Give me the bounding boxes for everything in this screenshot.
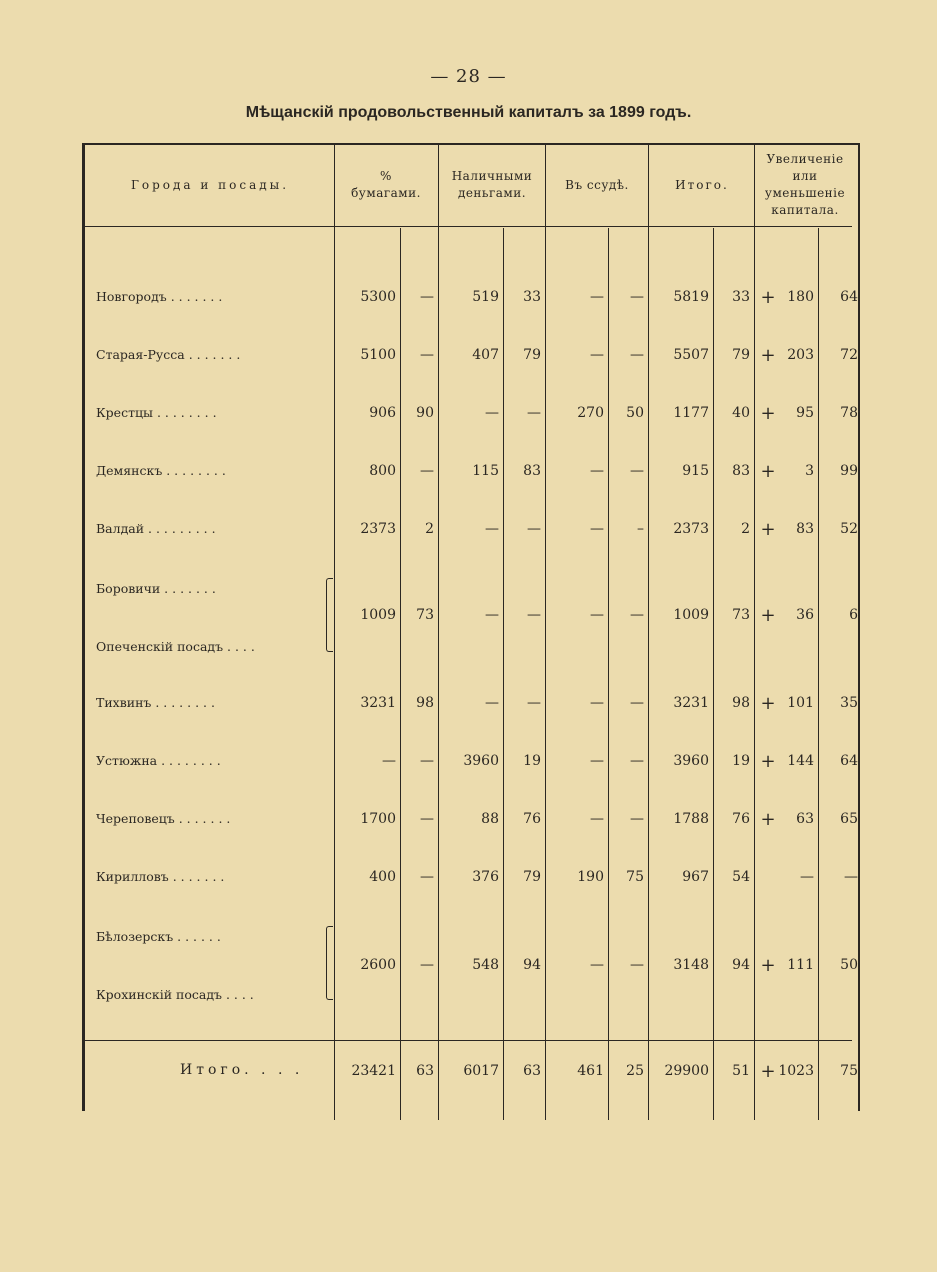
row-7-col-2: 3960 xyxy=(463,753,499,769)
row-name-ustyuzhna: Устюжна . . . . . . . . xyxy=(96,752,221,768)
row-6-col-2: — xyxy=(485,695,499,711)
row-name-borovichi: Боровичи . . . . . . . xyxy=(96,580,216,596)
row-10-col-0: 2600 xyxy=(360,957,396,973)
row-9-col-7: 54 xyxy=(732,869,750,885)
row-5-col-0: 1009 xyxy=(360,607,396,623)
header-total: Итого. xyxy=(675,177,729,192)
totals-row-col-5: 25 xyxy=(626,1063,644,1079)
row-name-belozersk: Бѣлозерскъ . . . . . . xyxy=(96,928,221,944)
row-10-col-1: — xyxy=(420,957,434,973)
row-2-col-4: 270 xyxy=(577,405,604,421)
row-0-col-3: 33 xyxy=(523,289,541,305)
row-3-col-8: + xyxy=(760,460,776,482)
row-4-col-4: — xyxy=(590,521,604,537)
row-8-col-8: + xyxy=(760,808,776,830)
row-8-col-5: — xyxy=(630,811,644,827)
row-2-col-9: 95 xyxy=(796,405,814,421)
row-5-col-3: — xyxy=(527,607,541,623)
row-8-col-3: 76 xyxy=(523,811,541,827)
row-3-col-0: 800 xyxy=(369,463,396,479)
row-1-col-9: 203 xyxy=(787,347,814,363)
row-6-col-0: 3231 xyxy=(360,695,396,711)
row-4-col-6: 2373 xyxy=(673,521,709,537)
row-7-col-5: — xyxy=(630,753,644,769)
row-4-col-5: – xyxy=(637,521,644,537)
totals-row-col-2: 6017 xyxy=(463,1063,499,1079)
totals-row-col-1: 63 xyxy=(416,1063,434,1079)
totals-row-col-8: + xyxy=(760,1060,776,1082)
row-3-col-9: 3 xyxy=(805,463,814,479)
table-left-rule xyxy=(82,143,85,1111)
row-3-col-7: 83 xyxy=(732,463,750,479)
row-4-col-1: 2 xyxy=(425,521,434,537)
col-line-5 xyxy=(754,144,755,1120)
row-3-col-6: 915 xyxy=(682,463,709,479)
totals-row-col-0: 23421 xyxy=(351,1063,396,1079)
row-6-col-9: 101 xyxy=(787,695,814,711)
row-6-col-8: + xyxy=(760,692,776,714)
row-0-col-2: 519 xyxy=(472,289,499,305)
row-name-cherepovets: Череповецъ . . . . . . . xyxy=(96,810,231,826)
row-0-col-8: + xyxy=(760,286,776,308)
page-title: Мѣщанскій продовольственный капиталъ за 1899 годъ. xyxy=(245,104,692,121)
row-7-col-0: — xyxy=(382,753,396,769)
row-9-col-4: 190 xyxy=(577,869,604,885)
row-4-col-9: 83 xyxy=(796,521,814,537)
row-4-col-0: 2373 xyxy=(360,521,396,537)
row-4-col-2: — xyxy=(485,521,499,537)
row-brace-belozersk xyxy=(326,926,333,1000)
totals-row-col-6: 29900 xyxy=(664,1063,709,1079)
row-9-col-0: 400 xyxy=(369,869,396,885)
header-papers: % бумагами. xyxy=(351,169,421,200)
row-6-col-10: 35 xyxy=(840,695,858,711)
header-cash: Наличными деньгами. xyxy=(451,169,533,200)
row-9-col-9: — xyxy=(800,869,814,885)
row-2-col-10: 78 xyxy=(840,405,858,421)
row-2-col-5: 50 xyxy=(626,405,644,421)
row-1-col-1: — xyxy=(420,347,434,363)
row-0-col-6: 5819 xyxy=(673,289,709,305)
totals-row-col-4: 461 xyxy=(577,1063,604,1079)
row-1-col-3: 79 xyxy=(523,347,541,363)
row-6-col-7: 98 xyxy=(732,695,750,711)
row-8-col-7: 76 xyxy=(732,811,750,827)
row-6-col-3: — xyxy=(527,695,541,711)
row-8-col-0: 1700 xyxy=(360,811,396,827)
row-4-col-10: 52 xyxy=(840,521,858,537)
row-3-col-4: — xyxy=(590,463,604,479)
row-9-col-1: — xyxy=(420,869,434,885)
row-1-col-2: 407 xyxy=(472,347,499,363)
totals-row-col-10: 75 xyxy=(840,1063,858,1079)
row-5-col-2: — xyxy=(485,607,499,623)
row-name-demyansk: Демянскъ . . . . . . . . xyxy=(96,462,226,478)
row-3-col-1: — xyxy=(420,463,434,479)
row-8-col-6: 1788 xyxy=(673,811,709,827)
row-8-col-4: — xyxy=(590,811,604,827)
row-1-col-6: 5507 xyxy=(673,347,709,363)
row-7-col-3: 19 xyxy=(523,753,541,769)
row-2-col-1: 90 xyxy=(416,405,434,421)
row-1-col-10: 72 xyxy=(840,347,858,363)
totals-row-col-7: 51 xyxy=(732,1063,750,1079)
row-0-col-5: — xyxy=(630,289,644,305)
page-number: — 28 — xyxy=(430,66,507,87)
row-7-col-4: — xyxy=(590,753,604,769)
row-10-col-8: + xyxy=(760,954,776,976)
row-4-col-8: + xyxy=(760,518,776,540)
row-name-tikhvin: Тихвинъ . . . . . . . . xyxy=(96,694,215,710)
row-name-kirillov: Кирилловъ . . . . . . . xyxy=(96,868,225,884)
row-3-col-2: 115 xyxy=(472,463,499,479)
row-10-col-2: 548 xyxy=(472,957,499,973)
row-0-col-10: 64 xyxy=(840,289,858,305)
row-10-col-6: 3148 xyxy=(673,957,709,973)
row-2-col-6: 1177 xyxy=(673,405,709,421)
row-0-col-4: — xyxy=(590,289,604,305)
row-1-col-8: + xyxy=(760,344,776,366)
row-8-col-10: 65 xyxy=(840,811,858,827)
row-9-col-2: 376 xyxy=(472,869,499,885)
row-3-col-3: 83 xyxy=(523,463,541,479)
header-change: Увеличеніе или уменьшеніе капитала. xyxy=(764,152,846,217)
row-6-col-4: — xyxy=(590,695,604,711)
row-10-col-3: 94 xyxy=(523,957,541,973)
header-towns: Города и посады. xyxy=(130,177,290,192)
row-5-col-5: — xyxy=(630,607,644,623)
row-2-col-0: 906 xyxy=(369,405,396,421)
row-name-valday: Валдай . . . . . . . . . xyxy=(96,520,216,536)
row-6-col-6: 3231 xyxy=(673,695,709,711)
row-0-col-1: — xyxy=(420,289,434,305)
row-1-col-7: 79 xyxy=(732,347,750,363)
row-brace-borovichi xyxy=(326,578,333,652)
row-7-col-1: — xyxy=(420,753,434,769)
row-7-col-10: 64 xyxy=(840,753,858,769)
totals-label: Итого. . . . xyxy=(180,1062,304,1078)
header-rule xyxy=(82,226,852,227)
row-1-col-0: 5100 xyxy=(360,347,396,363)
row-7-col-9: 144 xyxy=(787,753,814,769)
row-name-novgorod: Новгородъ . . . . . . . xyxy=(96,288,223,304)
row-2-col-8: + xyxy=(760,402,776,424)
row-5-col-6: 1009 xyxy=(673,607,709,623)
row-2-col-7: 40 xyxy=(732,405,750,421)
row-3-col-5: — xyxy=(630,463,644,479)
row-2-col-3: — xyxy=(527,405,541,421)
row-4-col-3: — xyxy=(527,521,541,537)
row-1-col-4: — xyxy=(590,347,604,363)
row-5-col-1: 73 xyxy=(416,607,434,623)
row-8-col-9: 63 xyxy=(796,811,814,827)
row-7-col-8: + xyxy=(760,750,776,772)
row-1-col-5: — xyxy=(630,347,644,363)
row-6-col-5: — xyxy=(630,695,644,711)
header-loan: Въ ссудѣ. xyxy=(565,177,629,192)
row-0-col-0: 5300 xyxy=(360,289,396,305)
row-0-col-7: 33 xyxy=(732,289,750,305)
row-9-col-6: 967 xyxy=(682,869,709,885)
row-2-col-2: — xyxy=(485,405,499,421)
row-9-col-5: 75 xyxy=(626,869,644,885)
row-5-col-4: — xyxy=(590,607,604,623)
row-6-col-1: 98 xyxy=(416,695,434,711)
row-7-col-7: 19 xyxy=(732,753,750,769)
row-name-krokhinsky: Крохинскій посадъ . . . . xyxy=(96,986,254,1002)
row-4-col-7: 2 xyxy=(741,521,750,537)
row-name-staraya-russa: Старая-Русса . . . . . . . xyxy=(96,346,241,362)
totals-row-col-3: 63 xyxy=(523,1063,541,1079)
row-name-kresttsy: Крестцы . . . . . . . . xyxy=(96,404,217,420)
row-8-col-2: 88 xyxy=(481,811,499,827)
row-9-col-10: — xyxy=(844,869,858,885)
row-7-col-6: 3960 xyxy=(673,753,709,769)
row-5-col-9: 36 xyxy=(796,607,814,623)
row-3-col-10: 99 xyxy=(840,463,858,479)
totals-row-col-9: 1023 xyxy=(778,1063,814,1079)
row-0-col-9: 180 xyxy=(787,289,814,305)
row-10-col-9: 111 xyxy=(787,957,814,973)
table-top-rule xyxy=(82,143,860,145)
row-9-col-3: 79 xyxy=(523,869,541,885)
row-10-col-5: — xyxy=(630,957,644,973)
row-5-col-10: 6 xyxy=(849,607,858,623)
totals-rule xyxy=(82,1040,852,1041)
row-10-col-10: 50 xyxy=(840,957,858,973)
row-5-col-8: + xyxy=(760,604,776,626)
row-5-col-7: 73 xyxy=(732,607,750,623)
row-10-col-7: 94 xyxy=(732,957,750,973)
row-10-col-4: — xyxy=(590,957,604,973)
row-8-col-1: — xyxy=(420,811,434,827)
row-name-opechensky: Опеченскій посадъ . . . . xyxy=(96,638,255,654)
